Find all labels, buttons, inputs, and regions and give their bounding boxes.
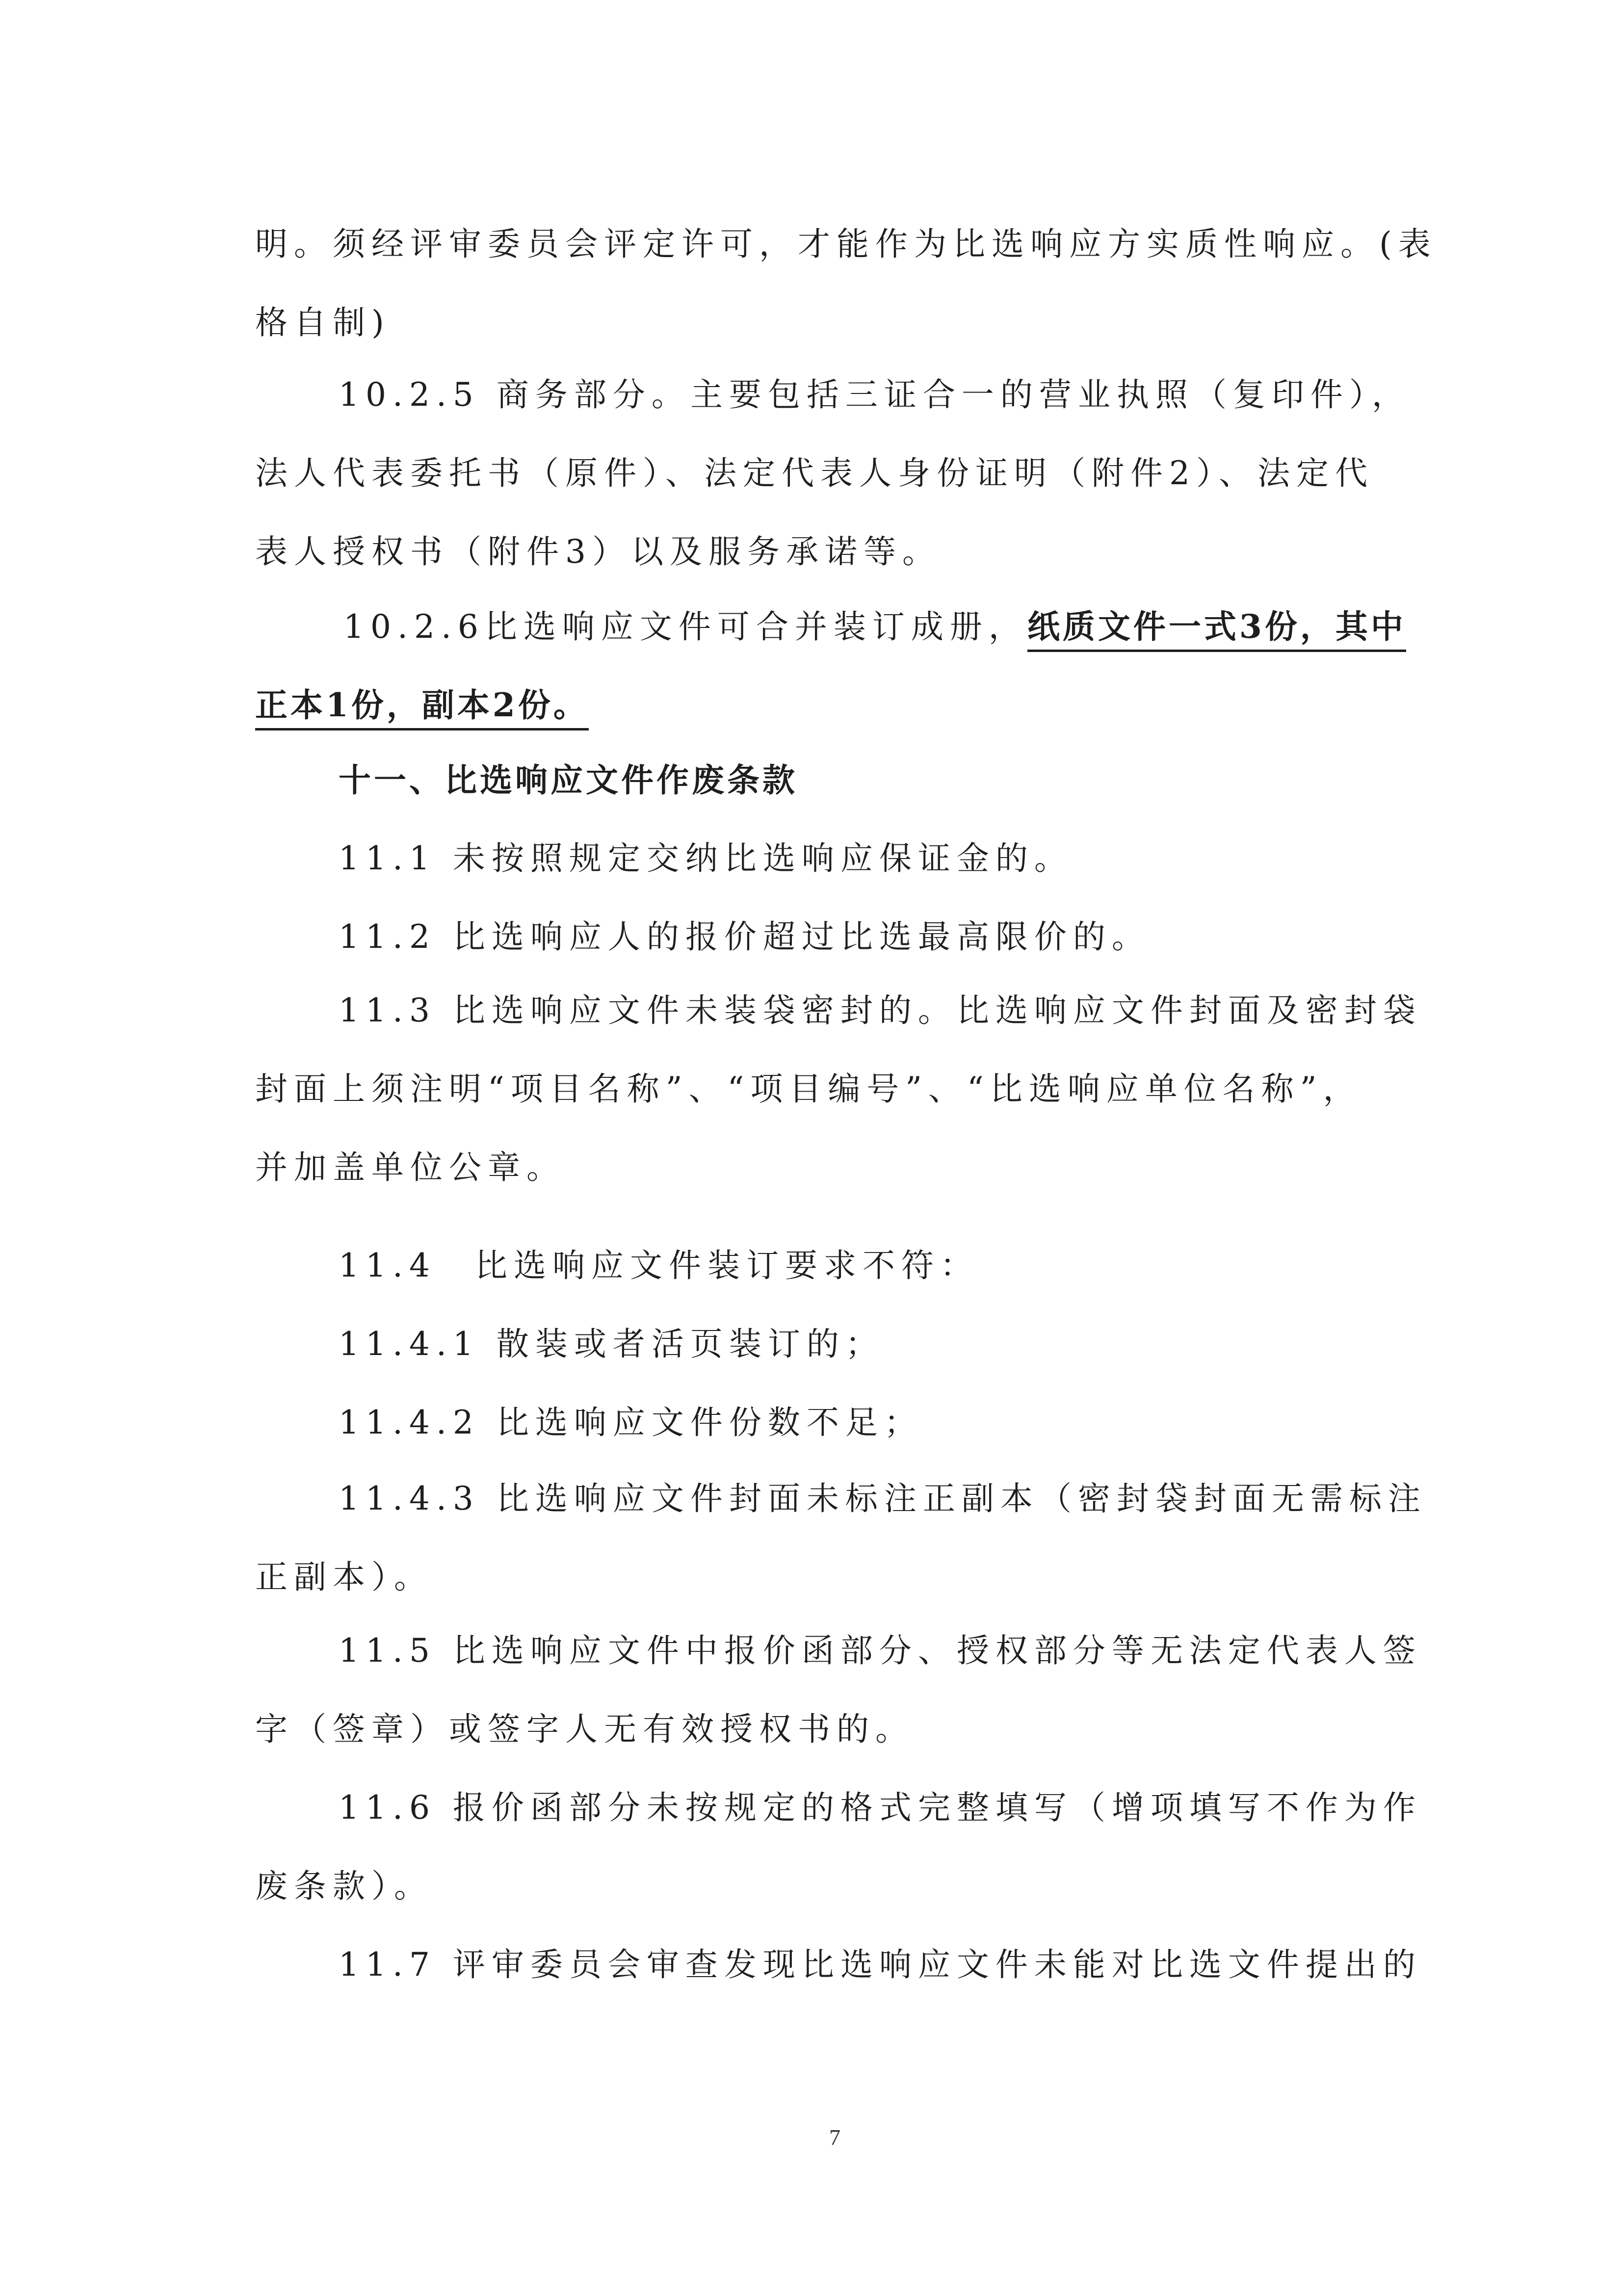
section-10-2-6-line-2 (255, 683, 589, 728)
clause-11-6-line-2: 废条款）。 (255, 1867, 433, 1905)
clause-11-2: 11.2 比选响应人的报价超过比选最高限价的。 (339, 918, 1151, 956)
section-10-2-6-text: 10.2.6比选响应文件可合并装订成册， (343, 608, 1027, 646)
section-11-heading: 十一、比选响应文件作废条款 (339, 761, 798, 799)
clause-11-4-3-line-2: 正副本）。 (255, 1558, 433, 1596)
clause-11-4: 11.4 比选响应文件装订要求不符： (339, 1247, 979, 1284)
clause-11-5-line-2: 字（签章）或签字人无有效授权书的。 (255, 1710, 914, 1748)
section-10-2-5-line-2: 法人代表委托书（原件）、法定代表人身份证明（附件2）、法定代 (255, 454, 1374, 492)
clause-11-4-2: 11.4.2 比选响应文件份数不足； (339, 1404, 923, 1441)
page-number: 7 (829, 2125, 840, 2150)
body-line-2: 格自制) (255, 304, 391, 341)
clause-11-3-line-3: 并加盖单位公章。 (255, 1148, 565, 1186)
clause-11-5-line-1: 11.5 比选响应文件中报价函部分、授权部分等无法定代表人签 (339, 1632, 1422, 1670)
section-10-2-6-emphasis-continued: 正本1份，副本2份。 (255, 686, 589, 731)
clause-11-1: 11.1 未按照规定交纳比选响应保证金的。 (339, 839, 1073, 877)
clause-11-7-line-1: 11.7 评审委员会审查发现比选响应文件未能对比选文件提出的 (339, 1946, 1422, 1983)
clause-11-3-line-2: 封面上须注明“项目名称”、“项目编号”、“比选响应单位名称”， (255, 1070, 1362, 1108)
clause-11-4-1: 11.4.1 散装或者活页装订的； (339, 1325, 884, 1363)
clause-11-3-line-1: 11.3 比选响应文件未装袋密封的。比选响应文件封面及密封袋 (339, 991, 1422, 1029)
section-10-2-6-line-1 (343, 604, 1406, 649)
section-10-2-5-line-3: 表人授权书（附件3）以及服务承诺等。 (255, 533, 941, 571)
section-10-2-5-line-1: 10.2.5 商务部分。主要包括三证合一的营业执照（复印件）， (339, 376, 1411, 414)
clause-11-4-3-line-1: 11.4.3 比选响应文件封面未标注正副本（密封袋封面无需标注 (339, 1480, 1427, 1517)
section-10-2-6-emphasis: 纸质文件一式3份，其中 (1027, 607, 1406, 652)
clause-11-6-line-1: 11.6 报价函部分未按规定的格式完整填写（增项填写不作为作 (339, 1789, 1422, 1826)
body-line-1: 明。须经评审委员会评定许可，才能作为比选响应方实质性响应。(表 (255, 225, 1437, 263)
